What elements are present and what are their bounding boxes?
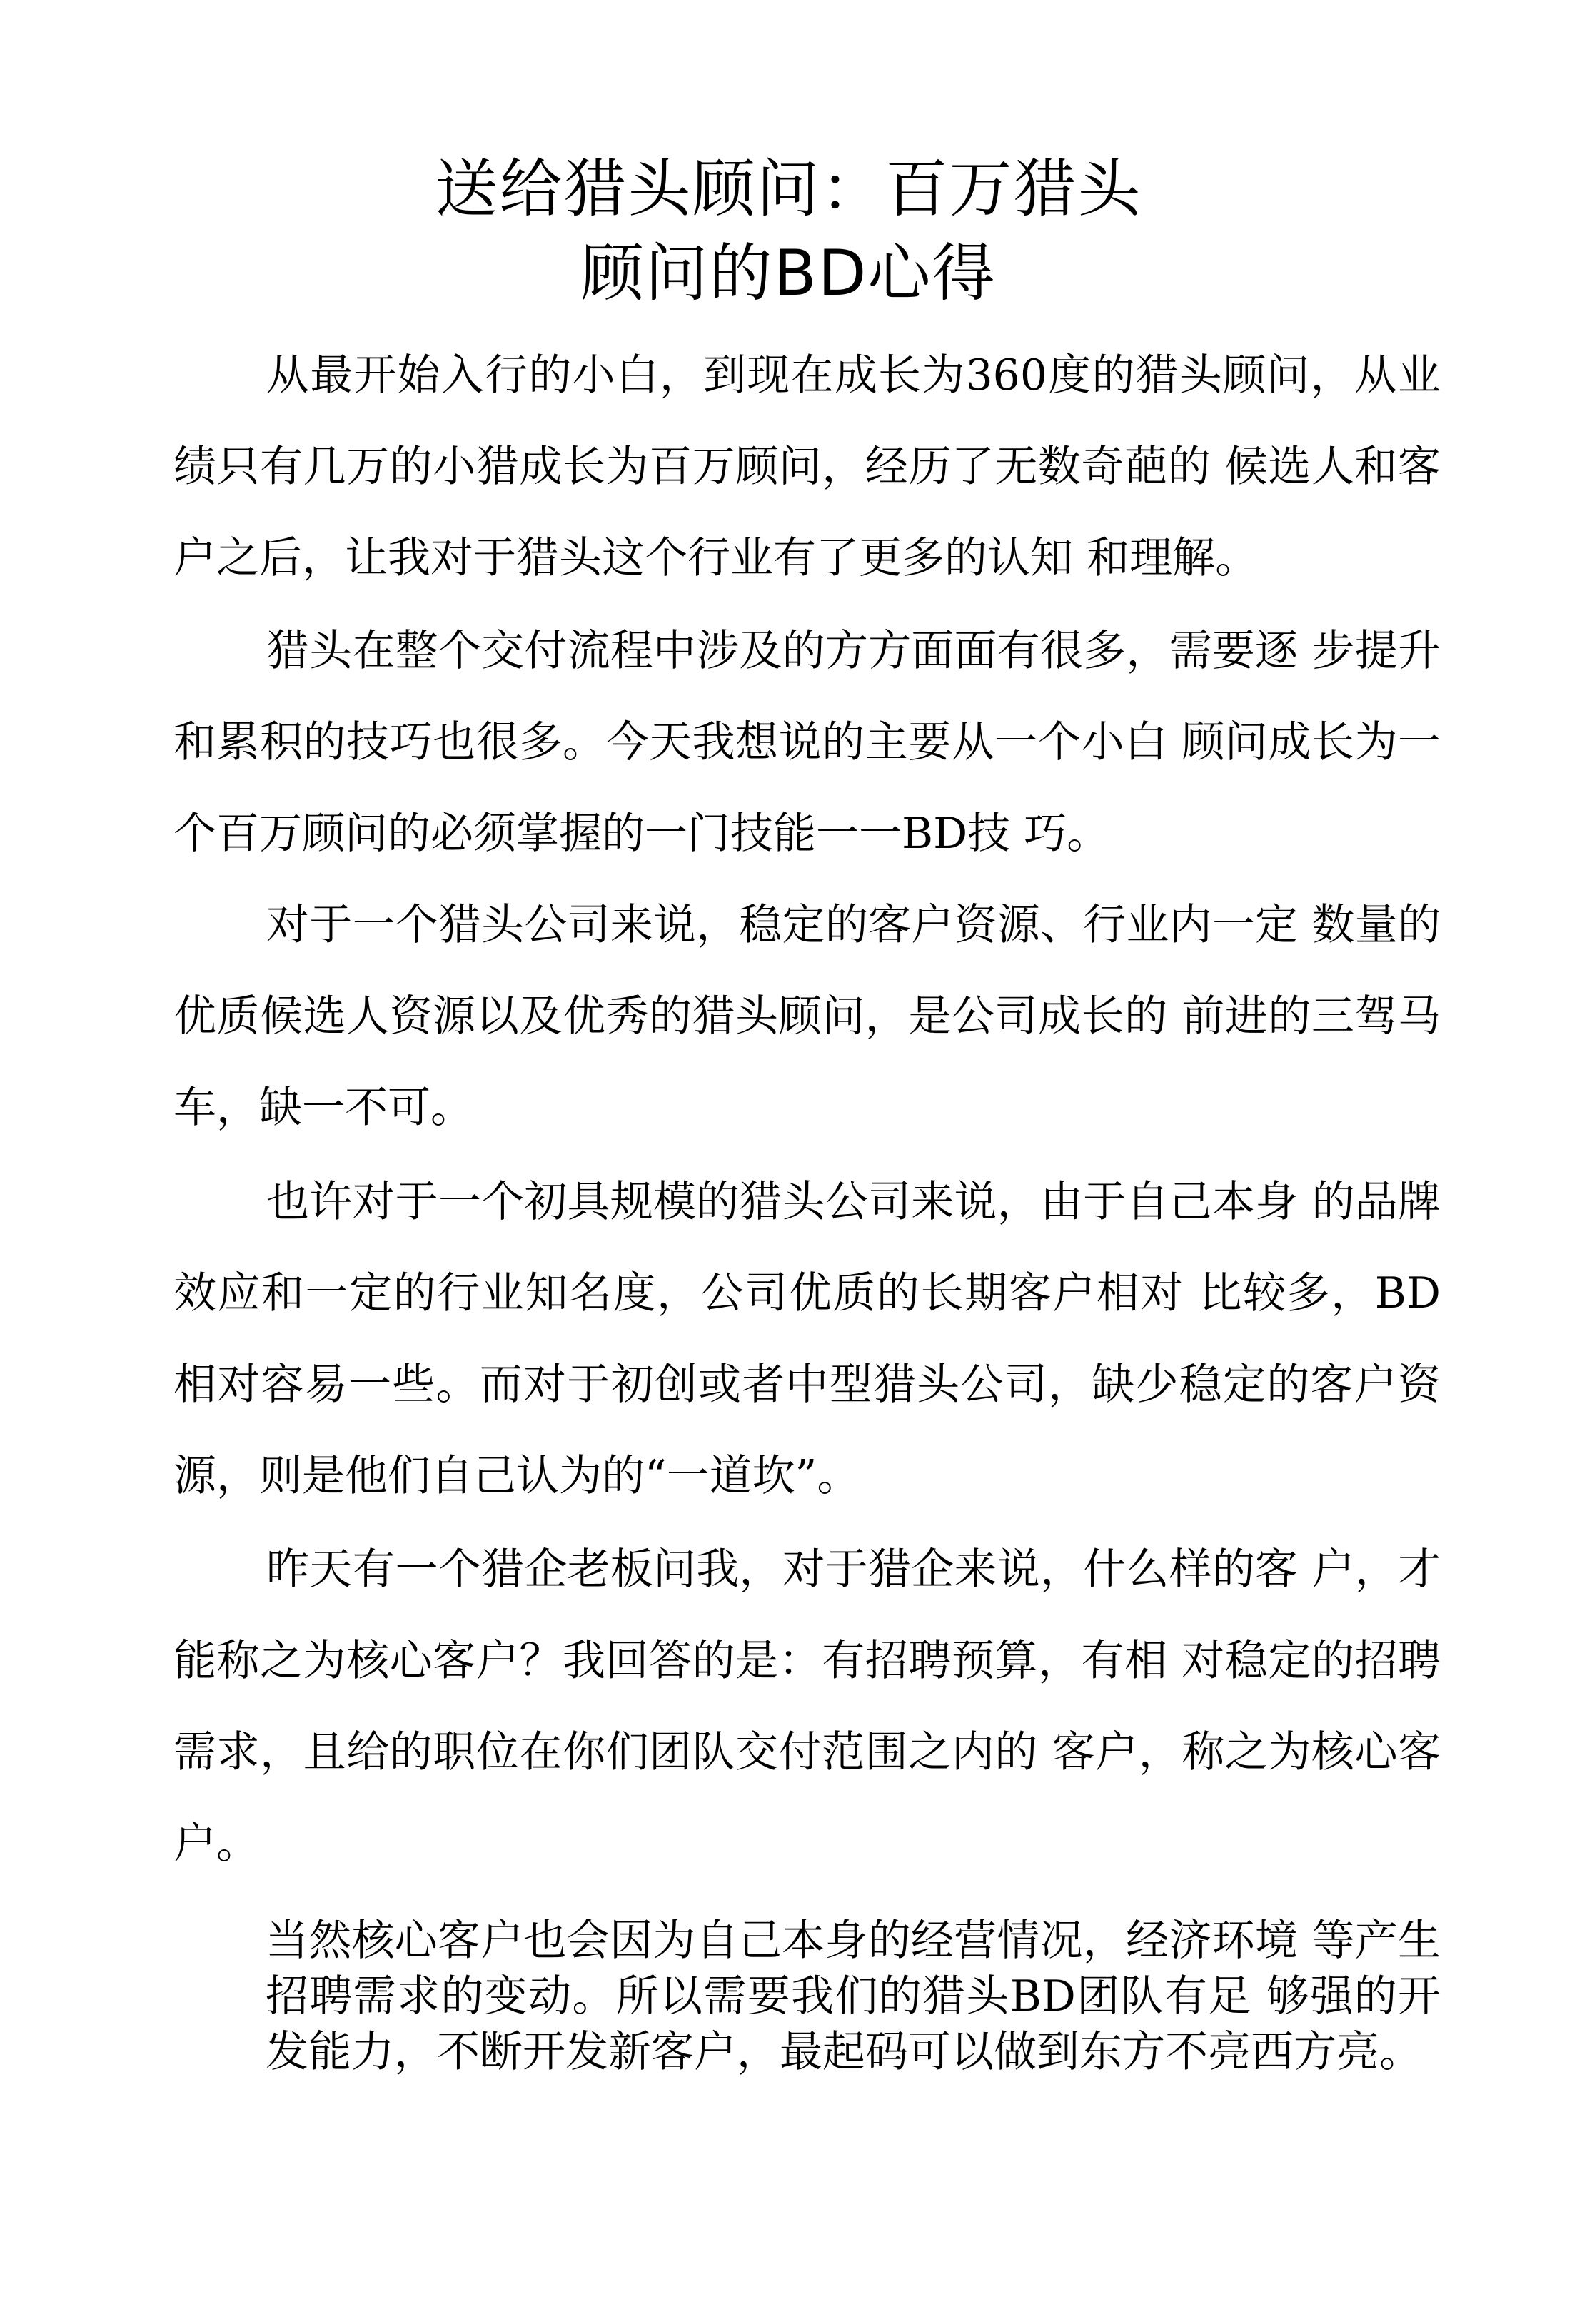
paragraph-3: 对于一个猎头公司来说，稳定的客户资源、行业内一定 数量的优质候选人资源以及优秀的猎头顾问，是公司成长的 前进的三驾马车，缺一不可。 [173, 900, 1441, 1133]
document-title-line-1: 送给猎头顾问：百万猎头 [435, 152, 1142, 226]
paragraph-4: 也许对于一个初具规模的猎头公司来说，由于自己本身 的品牌效应和一定的行业知名度，公司优质的长期客户相对 比较多，BD相对容易一些。而对于初创或者中型猎头公司，缺少稳定的客户资源，则是他们自己认为的“一道坎”。 [173, 1177, 1441, 1501]
paragraph-2: 猎头在整个交付流程中涉及的方方面面有很多，需要逐 步提升和累积的技巧也很多。今天我想说的主要从一个小白 顾问成长为一个百万顾问的必须掌握的一门技能一一BD技 巧。 [173, 626, 1441, 859]
paragraph-5: 昨天有一个猎企老板问我，对于猎企来说，什么样的客 户，才能称之为核心客户？我回答的是：有招聘预算，有相 对稳定的招聘需求，且给的职位在你们团队交付范围之内的 客户，称之为核心客户。 [173, 1545, 1441, 1869]
paragraph-6: 当然核心客户也会因为自己本身的经营情况，经济环境 等产生招聘需求的变动。所以需要我们的猎头BD团队有足 够强的开发能力，不断开发新客户，最起码可以做到东方不亮西方亮。 [266, 1916, 1441, 2077]
document-title-line-2: 顾问的BD心得 [580, 236, 997, 310]
paragraph-1: 从最开始入行的小白，到现在成长为360度的猎头顾问，从业绩只有几万的小猎成长为百万顾问，经历了无数奇葩的 候选人和客户之后，让我对于猎头这个行业有了更多的认知 和理解。 [173, 350, 1441, 583]
